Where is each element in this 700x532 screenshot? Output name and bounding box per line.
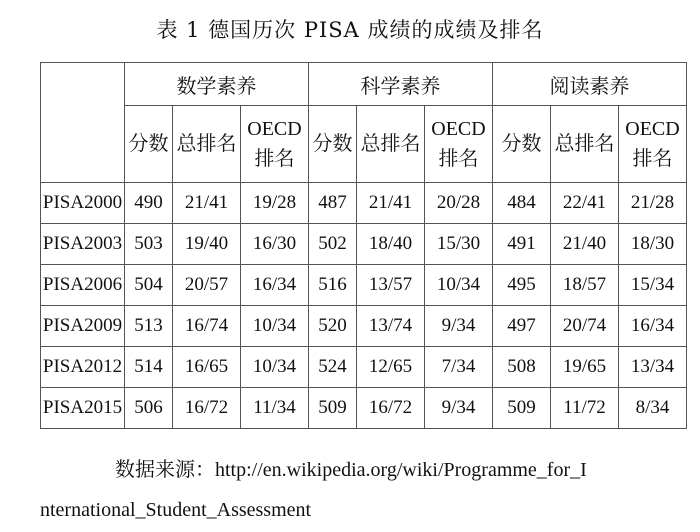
group-header-math: 数学素养 (125, 63, 309, 106)
reading-score: 508 (493, 347, 551, 388)
reading-oecd-rank: 18/30 (619, 224, 687, 265)
subheader-total-rank: 总排名 (173, 106, 241, 183)
math-score: 513 (125, 306, 173, 347)
subheader-oecd-rank (241, 106, 309, 183)
corner-cell (41, 63, 125, 183)
science-score: 487 (309, 183, 357, 224)
table-row (41, 306, 687, 347)
subheader-oecd-line1: OECD (247, 118, 302, 140)
subheader-total-rank: 总排名 (551, 106, 619, 183)
science-oecd-rank: 9/34 (425, 388, 493, 429)
table-row (41, 388, 687, 429)
subheader-oecd-rank (425, 106, 493, 183)
reading-oecd-rank: 13/34 (619, 347, 687, 388)
subheader-oecd-line1: OECD (431, 118, 486, 140)
math-total-rank: 21/41 (173, 183, 241, 224)
math-score: 503 (125, 224, 173, 265)
math-score: 490 (125, 183, 173, 224)
science-oecd-rank: 10/34 (425, 265, 493, 306)
group-header-reading: 阅读素养 (493, 63, 687, 106)
table-caption: 表 1 德国历次 PISA 成绩的成绩及排名 (156, 18, 544, 42)
science-total-rank: 18/40 (357, 224, 425, 265)
pisa-results-table (40, 62, 687, 429)
subheader-oecd-line2: 排名 (254, 148, 295, 170)
reading-total-rank: 20/74 (551, 306, 619, 347)
science-total-rank: 21/41 (357, 183, 425, 224)
math-score: 504 (125, 265, 173, 306)
math-total-rank: 20/57 (173, 265, 241, 306)
reading-total-rank: 19/65 (551, 347, 619, 388)
source-url-part1: http://en.wikipedia.org/wiki/Programme_for_I (215, 459, 587, 481)
subheader-oecd-line2: 排名 (438, 148, 479, 170)
reading-score: 509 (493, 388, 551, 429)
math-score: 514 (125, 347, 173, 388)
math-oecd-rank: 11/34 (241, 388, 309, 429)
subheader-oecd-line2: 排名 (632, 148, 673, 170)
table-row (41, 224, 687, 265)
science-score: 516 (309, 265, 357, 306)
reading-score: 491 (493, 224, 551, 265)
subheader-oecd-rank (619, 106, 687, 183)
reading-score: 484 (493, 183, 551, 224)
reading-total-rank: 18/57 (551, 265, 619, 306)
subheader-score: 分数 (125, 106, 173, 183)
table-row (41, 265, 687, 306)
reading-score: 497 (493, 306, 551, 347)
reading-oecd-rank: 8/34 (619, 388, 687, 429)
row-year: PISA2006 (41, 265, 125, 306)
science-total-rank: 13/57 (357, 265, 425, 306)
reading-total-rank: 22/41 (551, 183, 619, 224)
science-score: 509 (309, 388, 357, 429)
source-url-part2: nternational_Student_Assessment (40, 499, 312, 521)
reading-total-rank: 11/72 (551, 388, 619, 429)
row-year: PISA2015 (41, 388, 125, 429)
science-total-rank: 12/65 (357, 347, 425, 388)
math-oecd-rank: 16/30 (241, 224, 309, 265)
row-year: PISA2000 (41, 183, 125, 224)
group-header-row (41, 63, 687, 106)
subheader-score: 分数 (493, 106, 551, 183)
table-row (41, 183, 687, 224)
science-oecd-rank: 15/30 (425, 224, 493, 265)
math-score: 506 (125, 388, 173, 429)
reading-oecd-rank: 16/34 (619, 306, 687, 347)
row-year: PISA2012 (41, 347, 125, 388)
science-score: 502 (309, 224, 357, 265)
reading-total-rank: 21/40 (551, 224, 619, 265)
row-year: PISA2009 (41, 306, 125, 347)
subheader-total-rank: 总排名 (357, 106, 425, 183)
subheader-score: 分数 (309, 106, 357, 183)
math-oecd-rank: 10/34 (241, 306, 309, 347)
math-oecd-rank: 16/34 (241, 265, 309, 306)
reading-oecd-rank: 21/28 (619, 183, 687, 224)
math-oecd-rank: 10/34 (241, 347, 309, 388)
source-line-1 (40, 450, 690, 490)
subheader-oecd-line1: OECD (625, 118, 680, 140)
science-score: 520 (309, 306, 357, 347)
math-total-rank: 16/65 (173, 347, 241, 388)
math-oecd-rank: 19/28 (241, 183, 309, 224)
sub-header-row (41, 106, 687, 183)
table-row (41, 347, 687, 388)
source-note (40, 450, 690, 530)
science-total-rank: 16/72 (357, 388, 425, 429)
math-total-rank: 19/40 (173, 224, 241, 265)
reading-score: 495 (493, 265, 551, 306)
math-total-rank: 16/72 (173, 388, 241, 429)
source-label: 数据来源： (115, 459, 215, 481)
reading-oecd-rank: 15/34 (619, 265, 687, 306)
science-total-rank: 13/74 (357, 306, 425, 347)
source-line-2 (40, 490, 690, 530)
group-header-science: 科学素养 (309, 63, 493, 106)
math-total-rank: 16/74 (173, 306, 241, 347)
science-oecd-rank: 7/34 (425, 347, 493, 388)
science-oecd-rank: 20/28 (425, 183, 493, 224)
row-year: PISA2003 (41, 224, 125, 265)
science-oecd-rank: 9/34 (425, 306, 493, 347)
science-score: 524 (309, 347, 357, 388)
